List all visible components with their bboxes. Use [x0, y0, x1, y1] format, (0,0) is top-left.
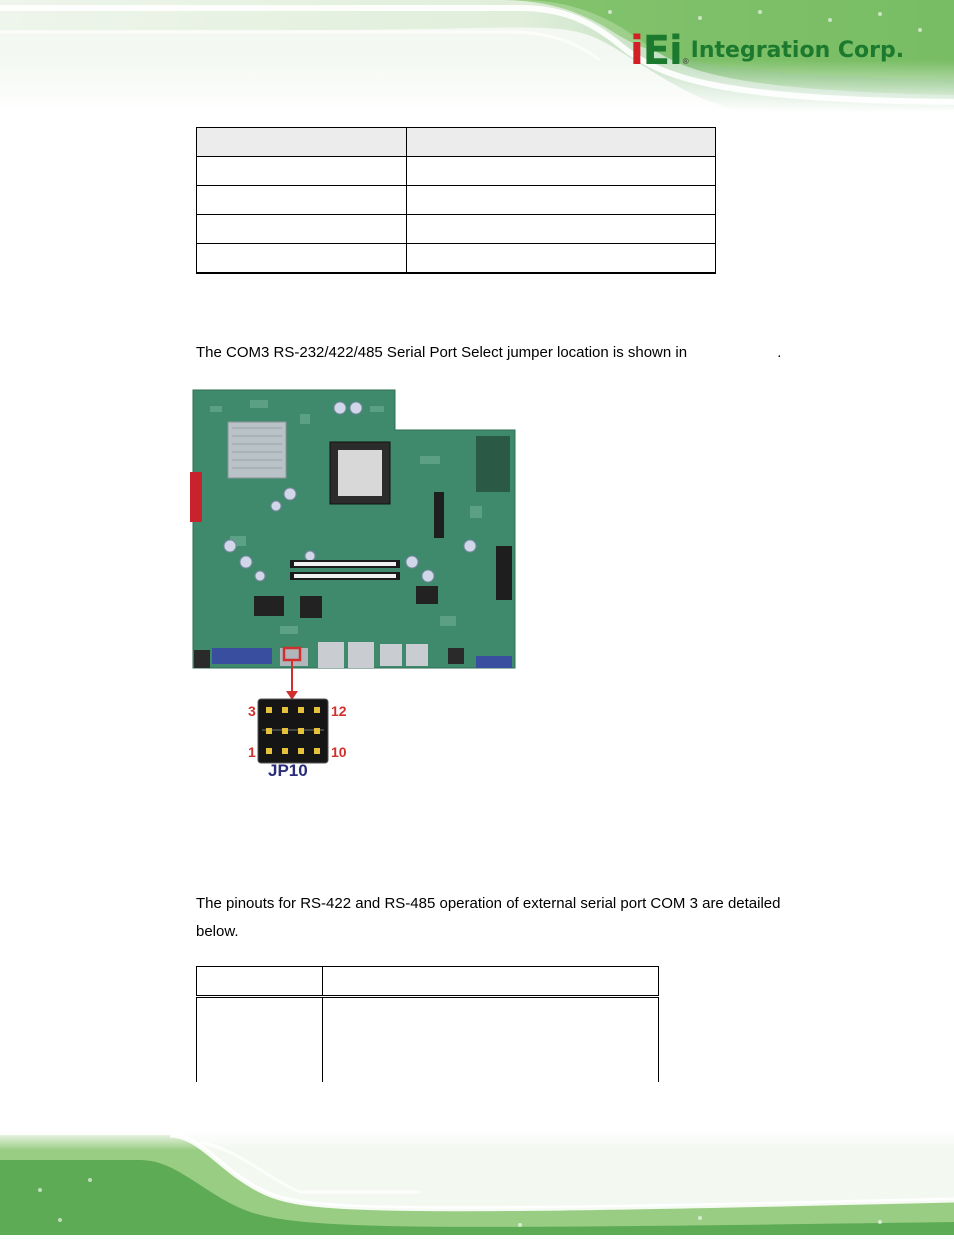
table-cell: [197, 997, 323, 1083]
table-header-row: [197, 967, 659, 997]
pinout-intro-paragraph: The pinouts for RS-422 and RS-485 operation of external serial port COM 3 are detailed below.: [196, 895, 781, 940]
table-cell: [197, 967, 323, 997]
logo-mark: iEi: [630, 28, 682, 74]
table-row: [197, 997, 659, 1083]
logo-text: Integration Corp.: [690, 38, 905, 63]
page-footer-banner: [0, 1130, 954, 1235]
table-cell: [323, 997, 659, 1083]
paragraph-text: The COM3 RS-232/422/485 Serial Port Select jumper location is shown in: [196, 344, 688, 361]
jumper-name-label: JP10: [268, 761, 308, 780]
pin-label-top-left: 3: [248, 703, 256, 719]
pin-label-bottom-left: 1: [248, 744, 256, 760]
pin-label-bottom-right: 10: [331, 744, 347, 760]
footer-swoosh-graphic: [0, 1130, 954, 1235]
pinout-table: [196, 966, 659, 1082]
paragraph-trailing-period: .: [777, 344, 782, 361]
table-cell: [323, 967, 659, 997]
logo-registered-mark: ®: [682, 56, 689, 66]
pin-label-top-right: 12: [331, 703, 347, 719]
